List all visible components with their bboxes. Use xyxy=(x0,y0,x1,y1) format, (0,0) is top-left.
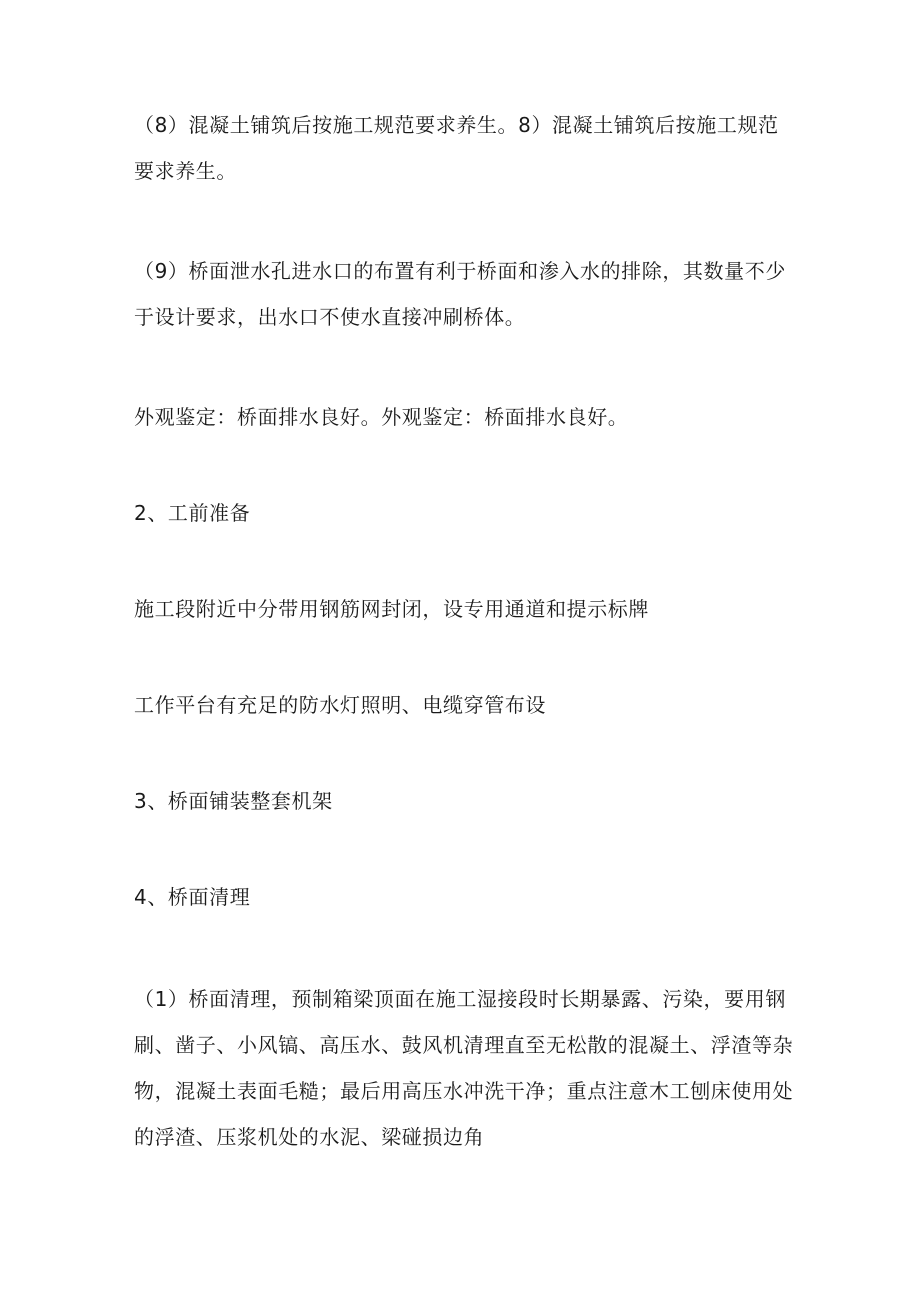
heading-preparation: 2、工前准备 xyxy=(134,501,251,525)
heading-deck-cleaning: 4、桥面清理 xyxy=(134,885,251,909)
heading-machine-frame: 3、桥面铺装整套机架 xyxy=(134,789,333,813)
paragraph-drainage-holes: （9）桥面泄水孔进水口的布置有利于桥面和渗入水的排除，其数量不少于设计要求，出水口不使水直接冲刷桥体。 xyxy=(134,259,786,329)
paragraph-lighting: 工作平台有充足的防水灯照明、电缆穿管布设 xyxy=(134,693,546,717)
paragraph-curing: （8）混凝土铺筑后按施工规范要求养生。8）混凝土铺筑后按施工规范要求养生。 xyxy=(134,113,779,183)
paragraph-appearance-check: 外观鉴定：桥面排水良好。外观鉴定：桥面排水良好。 xyxy=(134,405,629,429)
paragraph-cleaning-details: （1）桥面清理，预制箱梁顶面在施工湿接段时长期暴露、污染，要用钢刷、凿子、小风镐、高压水、鼓风机清理直至无松散的混凝土、浮渣等杂物，混凝土表面毛糙；最后用高压水冲洗干净；重点注意木工刨床使用处的浮渣、压浆机处的水泥、梁碰损边角 xyxy=(134,987,794,1149)
paragraph-closure: 施工段附近中分带用钢筋网封闭，设专用通道和提示标牌 xyxy=(134,597,649,621)
